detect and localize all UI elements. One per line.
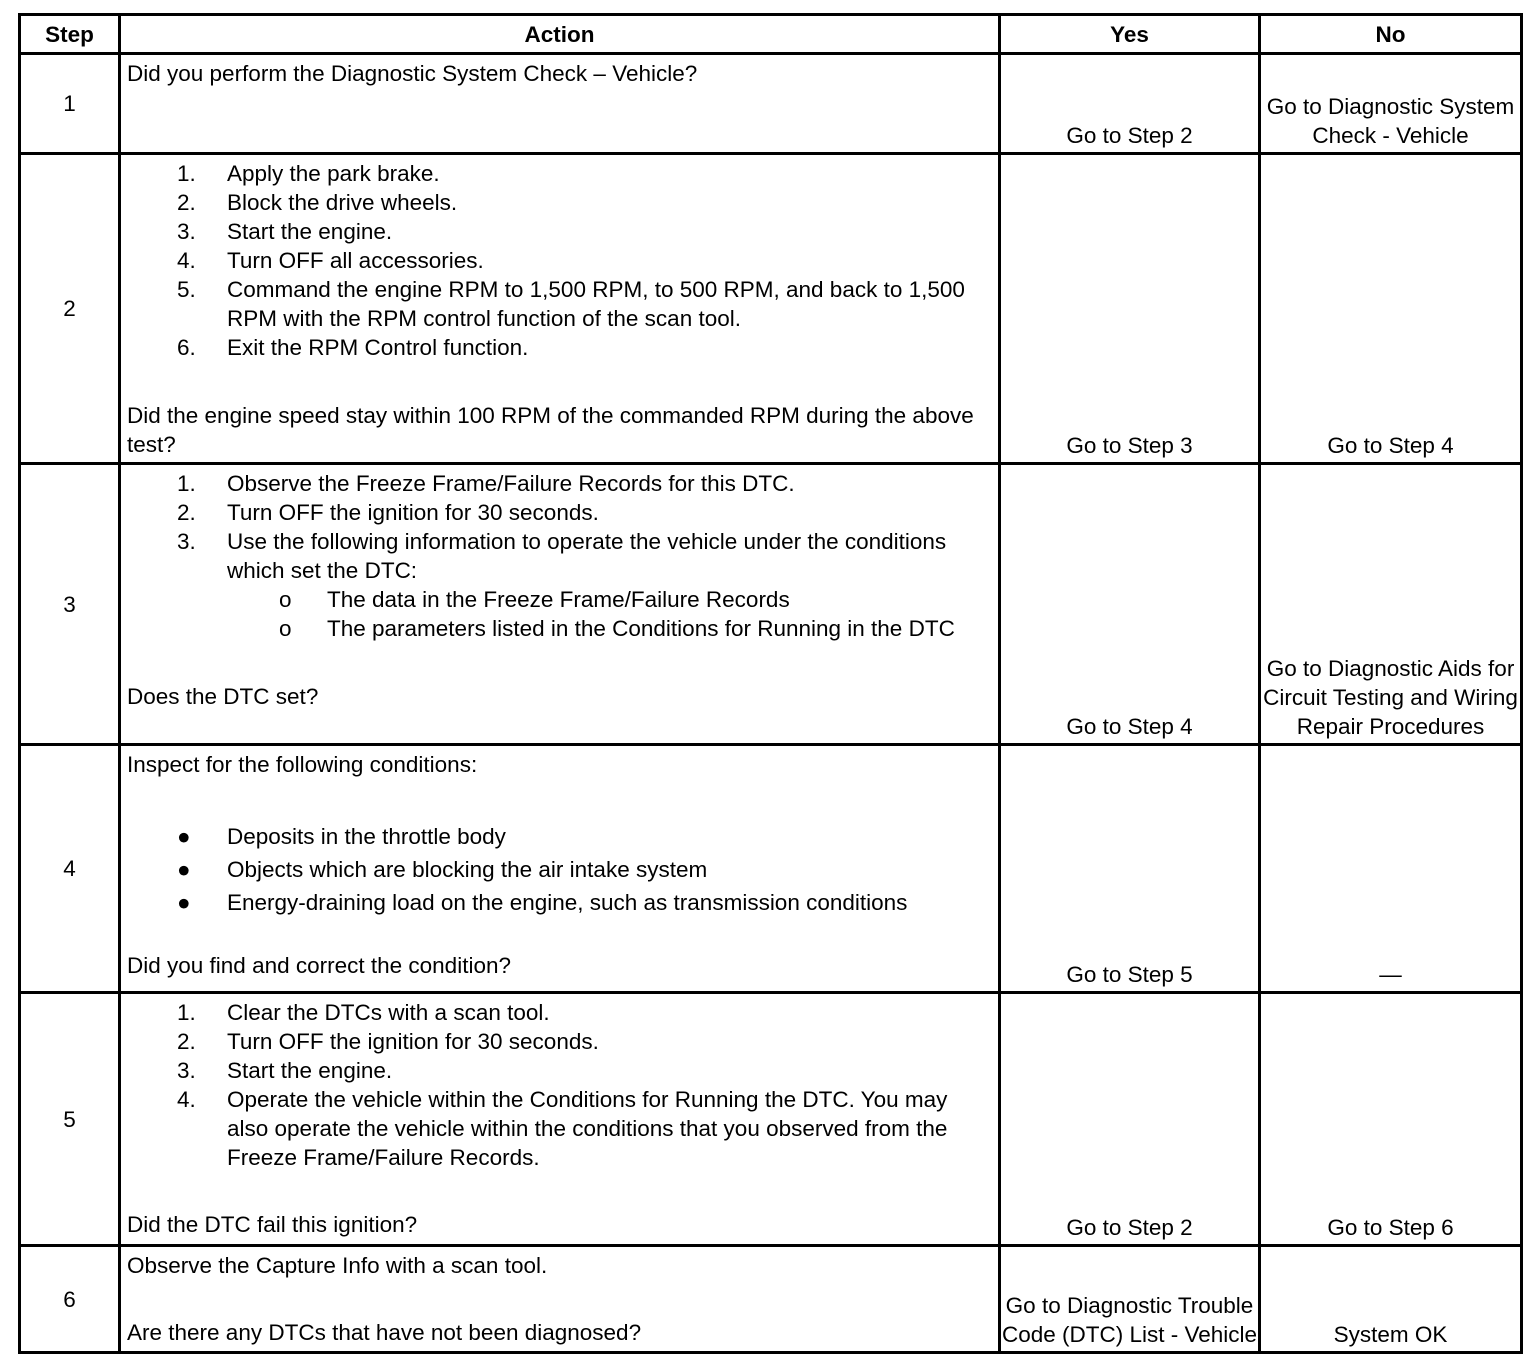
no-cell: —: [1260, 745, 1522, 993]
yes-cell: Go to Diagnostic Trouble Code (DTC) List - Vehicle: [1000, 1246, 1260, 1353]
list-number: 3.: [177, 219, 196, 244]
numbered-list: [127, 469, 992, 585]
action-cell: [120, 745, 1000, 993]
bullet-list: [127, 822, 992, 917]
circle-marker-icon: o: [279, 587, 292, 612]
action-question: Did the DTC fail this ignition?: [127, 1212, 418, 1237]
list-number: 4.: [177, 1087, 196, 1112]
list-item: ● Deposits in the throttle body: [177, 824, 506, 849]
header-action: Action: [120, 15, 1000, 54]
list-number: 2.: [177, 500, 196, 525]
no-cell: Go to Diagnostic Aids for Circuit Testing and Wiring Repair Procedures: [1260, 464, 1522, 745]
list-number: 2.: [177, 190, 196, 215]
no-cell: Go to Step 6: [1260, 993, 1522, 1246]
header-no: No: [1260, 15, 1522, 54]
step-number: 3: [20, 464, 120, 745]
list-number: 1.: [177, 161, 196, 186]
diagnostic-table: [18, 13, 1523, 1354]
no-cell: System OK: [1260, 1246, 1522, 1353]
bullet-icon: ●: [177, 824, 191, 849]
header-yes: Yes: [1000, 15, 1260, 54]
list-item: 2. Turn OFF the ignition for 30 seconds.: [177, 1029, 599, 1054]
action-cell: [120, 54, 1000, 154]
list-item: ● Energy-draining load on the engine, such as transmission conditions: [177, 890, 908, 915]
list-number: 1.: [177, 471, 196, 496]
sub-list-item: o The data in the Freeze Frame/Failure Records: [279, 587, 790, 612]
action-intro: Observe the Capture Info with a scan tool.: [127, 1253, 548, 1278]
step-number: 6: [20, 1246, 120, 1353]
table-row-step-4: [20, 745, 1522, 993]
table-row-step-1: [20, 54, 1522, 154]
table-row-step-3: [20, 464, 1522, 745]
list-number: 3.: [177, 529, 196, 554]
list-item: 3. Start the engine.: [177, 219, 393, 244]
step-number: 2: [20, 154, 120, 464]
action-question: Does the DTC set?: [127, 684, 319, 709]
bullet-icon: ●: [177, 857, 191, 882]
action-cell: [120, 1246, 1000, 1353]
yes-cell: Go to Step 2: [1000, 993, 1260, 1246]
action-cell: [120, 154, 1000, 464]
step-number: 1: [20, 54, 120, 154]
no-cell: Go to Diagnostic System Check - Vehicle: [1260, 54, 1522, 154]
bullet-icon: ●: [177, 890, 191, 915]
no-cell: Go to Step 4: [1260, 154, 1522, 464]
list-item: 1. Clear the DTCs with a scan tool.: [177, 1000, 550, 1025]
yes-cell: Go to Step 2: [1000, 54, 1260, 154]
list-number: 3.: [177, 1058, 196, 1083]
yes-cell: Go to Step 3: [1000, 154, 1260, 464]
list-item: 2. Block the drive wheels.: [177, 190, 458, 215]
list-number: 5.: [177, 277, 196, 302]
header-step: Step: [20, 15, 120, 54]
table-row-step-6: [20, 1246, 1522, 1353]
list-item: 4. Operate the vehicle within the Conditions for Running the DTC. You may also operate the vehicle within the conditions that you observed from the Freeze Frame/Failure Records.: [177, 1087, 948, 1170]
list-item: ● Objects which are blocking the air intake system: [177, 857, 708, 882]
list-item: 6. Exit the RPM Control function.: [177, 335, 529, 360]
list-item: 1. Apply the park brake.: [177, 161, 440, 186]
list-item: 2. Turn OFF the ignition for 30 seconds.: [177, 500, 599, 525]
circle-marker-icon: o: [279, 616, 292, 641]
numbered-list: [127, 998, 992, 1172]
yes-cell: Go to Step 4: [1000, 464, 1260, 745]
list-item: 3. Use the following information to operate the vehicle under the conditions which set the DTC:: [177, 529, 947, 583]
action-question: Are there any DTCs that have not been diagnosed?: [127, 1320, 642, 1345]
sub-list-item: o The parameters listed in the Conditions for Running in the DTC: [279, 616, 955, 641]
list-number: 4.: [177, 248, 196, 273]
action-intro: Inspect for the following conditions:: [127, 752, 478, 777]
table-row-step-2: [20, 154, 1522, 464]
list-number: 2.: [177, 1029, 196, 1054]
header-row: [20, 15, 1522, 54]
step-number: 5: [20, 993, 120, 1246]
yes-cell: Go to Step 5: [1000, 745, 1260, 993]
list-item: 1. Observe the Freeze Frame/Failure Records for this DTC.: [177, 471, 795, 496]
list-number: 1.: [177, 1000, 196, 1025]
list-item: 4. Turn OFF all accessories.: [177, 248, 484, 273]
list-number: 6.: [177, 335, 196, 360]
action-cell: [120, 993, 1000, 1246]
action-question: Did the engine speed stay within 100 RPM of the commanded RPM during the above test?: [127, 403, 974, 457]
table-row-step-5: [20, 993, 1522, 1246]
list-item: 5. Command the engine RPM to 1,500 RPM, to 500 RPM, and back to 1,500 RPM with the RPM control function of the scan tool.: [177, 277, 965, 331]
sub-list: [127, 585, 992, 643]
list-item: 3. Start the engine.: [177, 1058, 393, 1083]
step-number: 4: [20, 745, 120, 993]
action-cell: [120, 464, 1000, 745]
action-question: Did you find and correct the condition?: [127, 953, 511, 978]
action-question: Did you perform the Diagnostic System Check – Vehicle?: [127, 61, 698, 86]
numbered-list: [127, 159, 992, 362]
